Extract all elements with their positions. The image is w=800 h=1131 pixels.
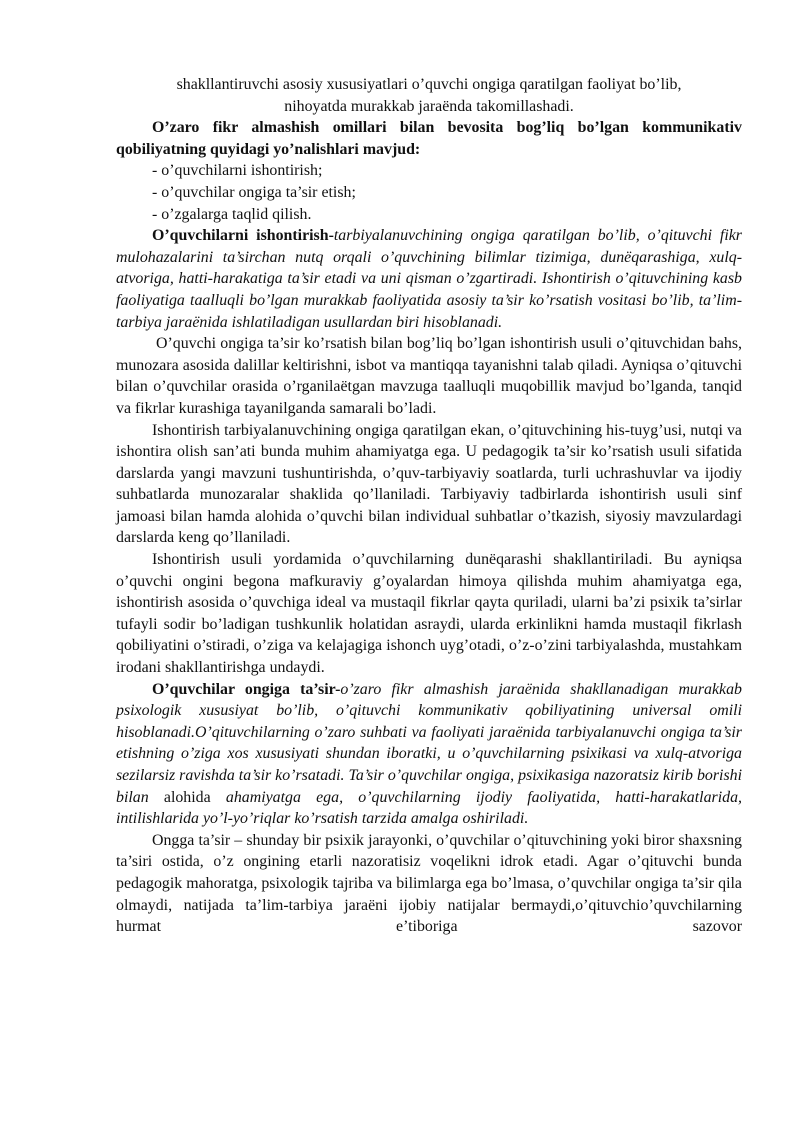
paragraph-influence: [116, 679, 742, 830]
term-persuasion: O’quvchilarni ishontirish-: [152, 227, 334, 245]
intro-line-2: nihoyatda murakkab jaraёnda takomillashadi.: [284, 97, 574, 115]
list-item-persuasion: - o’quvchilarni ishontirish;: [152, 162, 323, 180]
definition-persuasion: tarbiyalanuvchining ongiga qaratilgan bo’lib, o’qituvchi fikr mulohazalarini ta’sirchan nutq orqali o’quvchining bilimlar tizimiga, dunёqarashiga, xulq-atvoriga, hatti-harakatiga ta’sir etadi va uni qisman o’zgartiradi. Ishontirish o’qituvchining kasb faoliyatiga taalluqli bo’lgan murakkab faoliyatida asosiy ta’sir ko’rsatish vositasi bo’lib, ta’lim-tarbiya jaraёnida ishlatiladigan usullardan biri hisoblanadi.: [116, 227, 742, 331]
definition-influence-part2: ahamiyatga ega, o’quvchilarning ijodiy faoliyatida, hatti-harakatlarida, intilishlarida yo’l-yo’riqlar ko’rsatish tarzida amalga oshiriladi.: [116, 788, 742, 828]
intro-line-1: shakllantiruvchi asosiy xususiyatlari o’quvchi ongiga qaratilgan faoliyat bo’lib,: [176, 76, 682, 93]
paragraph-influence-process: Ongga ta’sir – shunday bir psixik jarayonki, o’quvchilar o’qituvchining yoki biror shaxsning ta’siri ostida, o’z ongining etarli nazoratisiz voqelikni idrok etadi. Agar o’qituvchi bunda pedagogik mahoratga, psixologik tajriba va bilimlarga ega bo’lmasa, o’quvchilar ongiga ta’sir qila olmaydi, natijada ta’lim-tarbiya jaraёni ijobiy natijalar bermaydi,o’qituvchio’quvchilarning hurmat e’tiboriga sazovor: [116, 831, 742, 936]
list-item-influence: - o’quvchilar ongiga ta’sir etish;: [152, 183, 356, 201]
list-item-imitation: - o’zgalarga taqlid qilish.: [152, 205, 312, 223]
paragraph-persuasion-importance: Ishontirish tarbiyalanuvchining ongiga qaratilgan ekan, o’qituvchining his-tuyg’usi, nutqi va ishontira olish san’ati bunda muhim ahamiyatga ega. U pedagogik ta’sir ko’rsatish usuli sifatida darslarda yangi mavzuni tushuntirishda, o’quv-tarbiyaviy soatlarda, turli uchrashuvlar va ijodiy suhbatlarda munozaralar shaklida qo’llaniladi. Tarbiyaviy tadbirlarda ishontirish usuli sinf jamoasi bilan hamda alohida o’quvchi bilan individual suhbatlar o’tkazish, siyosiy mavzulardagi darslarda keng qo’llaniladi.: [116, 421, 742, 547]
term-influence: O’quvchilar ongiga ta’sir-: [152, 680, 341, 698]
definition-influence-plain: alohida: [163, 788, 211, 806]
document-page: [116, 74, 742, 938]
section-heading: O’zaro fikr almashish omillari bilan bevosita bog’liq bo’lgan kommunikativ qobiliyatning quyidagi yo’nalishlari mavjud:: [116, 119, 742, 158]
definition-influence-part1: o’zaro fikr almashish jaraёnida shakllanadigan murakkab psixologik xususiyat bo’lib, o’qituvchi kommunikativ qobiliyatining universal omili hisoblanadi.O’qituvchilarning o’zaro suhbati va faoliyati jaraёnida tarbiyalanuvchi ongiga ta’sir etishning o’ziga xos xususiyati shundan iboratki, u o’quvchilarning psixikasi va xulq-atvoriga sezilarsiz ravishda ta’sir ko’rsatadi. Ta’sir o’quvchilar ongiga, psixikasiga nazoratsiz kirib borishi bilan: [116, 680, 742, 806]
paragraph-worldview: Ishontirish usuli yordamida o’quvchilarning dunёqarashi shakllantiriladi. Bu ayniqsa o’quvchi ongini begona mafkuraviy g’oyalardan himoya qilishda muhim ahamiyatga ega, ishontirish asosida o’quvchiga ideal va mustaqil fikrlar qayta quriladi, ularni ba’zi psixik ta’sirlar tufayli sodir bo’ladigan tushkunlik holatidan asraydi, ularda erkinlikni hamda mustaqil fikrlash qobiliyatini o’stiradi, o’ziga va kelajagiga ishonch uyg’otadi, o’z-o’zini tarbiyalashda, mustahkam irodani shakllantirishga undaydi.: [116, 551, 742, 677]
paragraph-persuasion: [116, 225, 742, 333]
paragraph-persuasion-method: O’quvchi ongiga ta’sir ko’rsatish bilan bog’liq bo’lgan ishontirish usuli o’qituvchidan bahs, munozara asosida dalillar keltirishni, isbot va mantiqqa tayanishni talab qiladi. Ayniqsa o’qituvchi bilan o’quvchilar orasida o’rganilaёtgan mavzuga taalluqli muqobillik mavjud bo’lganda, tanqid va fikrlar kurashiga tayanilganda samarali bo’ladi.: [116, 335, 742, 417]
